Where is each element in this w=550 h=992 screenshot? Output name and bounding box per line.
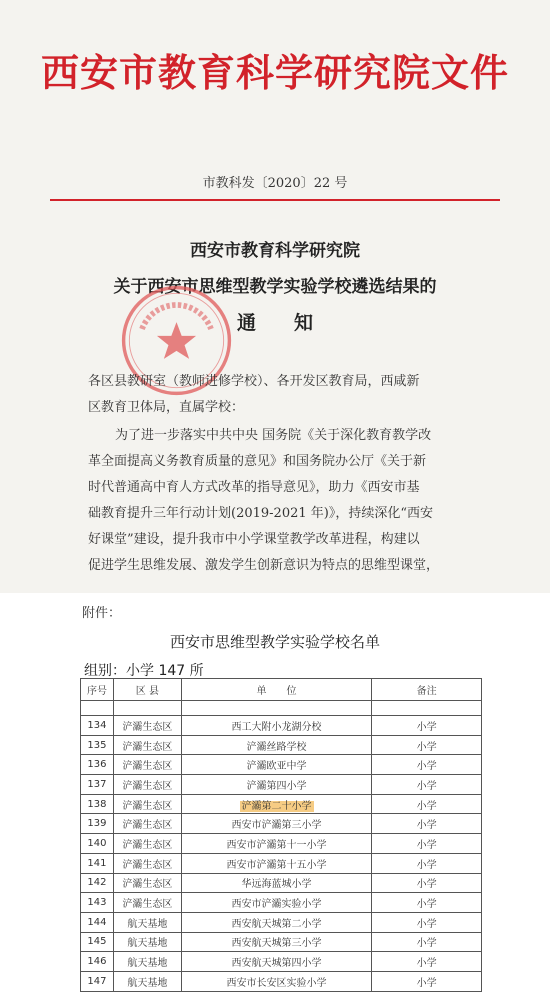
document-header-title: 西安市教育科学研究院文件 xyxy=(40,50,509,95)
row-unit: 西安航天城第三小学 xyxy=(181,932,372,952)
table-row xyxy=(81,853,482,873)
header-cell-unit: 单 位 xyxy=(181,679,372,701)
table-row xyxy=(81,775,482,795)
row-index: 136 xyxy=(81,755,114,775)
table-row xyxy=(81,814,482,834)
salutation-line-2: 区教育卫体局，直属学校： xyxy=(88,400,245,415)
row-remark: 小学 xyxy=(372,755,482,775)
group-label: 组别：小学 147 所 xyxy=(84,663,204,679)
row-unit xyxy=(181,794,372,814)
row-remark: 小学 xyxy=(372,932,482,952)
row-district: 航天基地 xyxy=(113,952,181,972)
row-district: 浐灞生态区 xyxy=(113,873,181,893)
list-title: 西安市思维型教学实验学校名单 xyxy=(169,633,380,651)
notice-title-line-2: 关于西安市思维型教学实验学校遴选结果的 xyxy=(113,277,437,297)
body-paragraph-line-4: 础教育提升三年行动计划(2019-2021 年)》，持续深化“西安 xyxy=(88,506,433,521)
row-district: 浐灞生态区 xyxy=(113,834,181,854)
notice-title-line-1: 西安市教育科学研究院 xyxy=(190,241,360,261)
salutation-line-1: 各区县教研室（教师进修学校）、各开发区教育局，西咸新 xyxy=(88,374,420,389)
table-row xyxy=(81,834,482,854)
header-cell-remark: 备注 xyxy=(372,679,482,701)
table-row xyxy=(81,716,482,736)
row-remark: 小学 xyxy=(372,716,482,736)
table-header-row xyxy=(81,679,482,701)
row-district: 浐灞生态区 xyxy=(113,735,181,755)
table-row xyxy=(81,735,482,755)
table-row xyxy=(81,912,482,932)
row-index: 142 xyxy=(81,873,114,893)
row-remark: 小学 xyxy=(372,735,482,755)
red-divider-line xyxy=(50,199,500,201)
row-district: 浐灞生态区 xyxy=(113,775,181,795)
body-paragraph-line-3: 时代普通高中育人方式改革的指导意见》，助力《西安市基 xyxy=(88,480,420,495)
row-unit: 西安市浐灞第十五小学 xyxy=(181,853,372,873)
row-remark: 小学 xyxy=(372,971,482,991)
row-index: 137 xyxy=(81,775,114,795)
row-index: 144 xyxy=(81,912,114,932)
row-district: 浐灞生态区 xyxy=(113,853,181,873)
row-index: 147 xyxy=(81,971,114,991)
row-district: 航天基地 xyxy=(113,971,181,991)
header-cell-index: 序号 xyxy=(81,679,114,701)
body-paragraph-line-2: 革全面提高义务教育质量的意见》和国务院办公厅《关于新 xyxy=(88,454,427,469)
row-index: 139 xyxy=(81,814,114,834)
row-unit: 西安市长安区实验小学 xyxy=(181,971,372,991)
row-remark: 小学 xyxy=(372,853,482,873)
row-remark: 小学 xyxy=(372,775,482,795)
table-row xyxy=(81,893,482,913)
row-district: 浐灞生态区 xyxy=(113,814,181,834)
row-unit: 浐灞第四小学 xyxy=(181,775,372,795)
row-district: 浐灞生态区 xyxy=(113,755,181,775)
row-remark: 小学 xyxy=(372,794,482,814)
row-remark: 小学 xyxy=(372,814,482,834)
row-unit: 华远海蓝城小学 xyxy=(181,873,372,893)
row-unit: 西安航天城第二小学 xyxy=(181,912,372,932)
table-row xyxy=(81,952,482,972)
row-index: 145 xyxy=(81,932,114,952)
table-row xyxy=(81,755,482,775)
table-row xyxy=(81,932,482,952)
row-district: 浐灞生态区 xyxy=(113,716,181,736)
row-index: 143 xyxy=(81,893,114,913)
highlighted-school-name: 浐灞第二十小学 xyxy=(241,800,312,812)
row-index: 135 xyxy=(81,735,114,755)
body-paragraph-line-5: 好课堂”建设，提升我市中小学课堂教学改革进程，构建以 xyxy=(88,532,420,547)
row-unit: 西安航天城第四小学 xyxy=(181,952,372,972)
document-number: 市教科发〔2020〕22 号 xyxy=(202,176,348,191)
row-unit: 浐灞丝路学校 xyxy=(181,735,372,755)
row-remark: 小学 xyxy=(372,893,482,913)
attachment-label: 附件： xyxy=(82,606,122,621)
table-row xyxy=(81,971,482,991)
row-remark: 小学 xyxy=(372,834,482,854)
row-unit: 西工大附小龙湖分校 xyxy=(181,716,372,736)
row-district: 浐灞生态区 xyxy=(113,893,181,913)
notice-title-line-3: 通 知 xyxy=(236,312,313,334)
row-unit: 西安市浐灞实验小学 xyxy=(181,893,372,913)
row-unit: 西安市浐灞第十一小学 xyxy=(181,834,372,854)
row-unit: 浐灞欧亚中学 xyxy=(181,755,372,775)
row-unit: 西安市浐灞第三小学 xyxy=(181,814,372,834)
table-spacer-row xyxy=(81,701,482,716)
row-remark: 小学 xyxy=(372,873,482,893)
row-remark: 小学 xyxy=(372,952,482,972)
row-district: 航天基地 xyxy=(113,932,181,952)
school-list-table xyxy=(80,678,482,992)
row-district: 航天基地 xyxy=(113,912,181,932)
row-remark: 小学 xyxy=(372,912,482,932)
row-district: 浐灞生态区 xyxy=(113,794,181,814)
row-index: 146 xyxy=(81,952,114,972)
row-index: 138 xyxy=(81,794,114,814)
header-cell-district: 区 县 xyxy=(113,679,181,701)
table-row xyxy=(81,873,482,893)
row-index: 140 xyxy=(81,834,114,854)
body-paragraph-line-1: 为了进一步落实中共中央 国务院《关于深化教育教学改 xyxy=(115,428,432,443)
row-index: 134 xyxy=(81,716,114,736)
body-paragraph-line-6: 促进学生思维发展、激发学生创新意识为特点的思维型课堂， xyxy=(88,558,440,573)
row-index: 141 xyxy=(81,853,114,873)
table-row xyxy=(81,794,482,814)
